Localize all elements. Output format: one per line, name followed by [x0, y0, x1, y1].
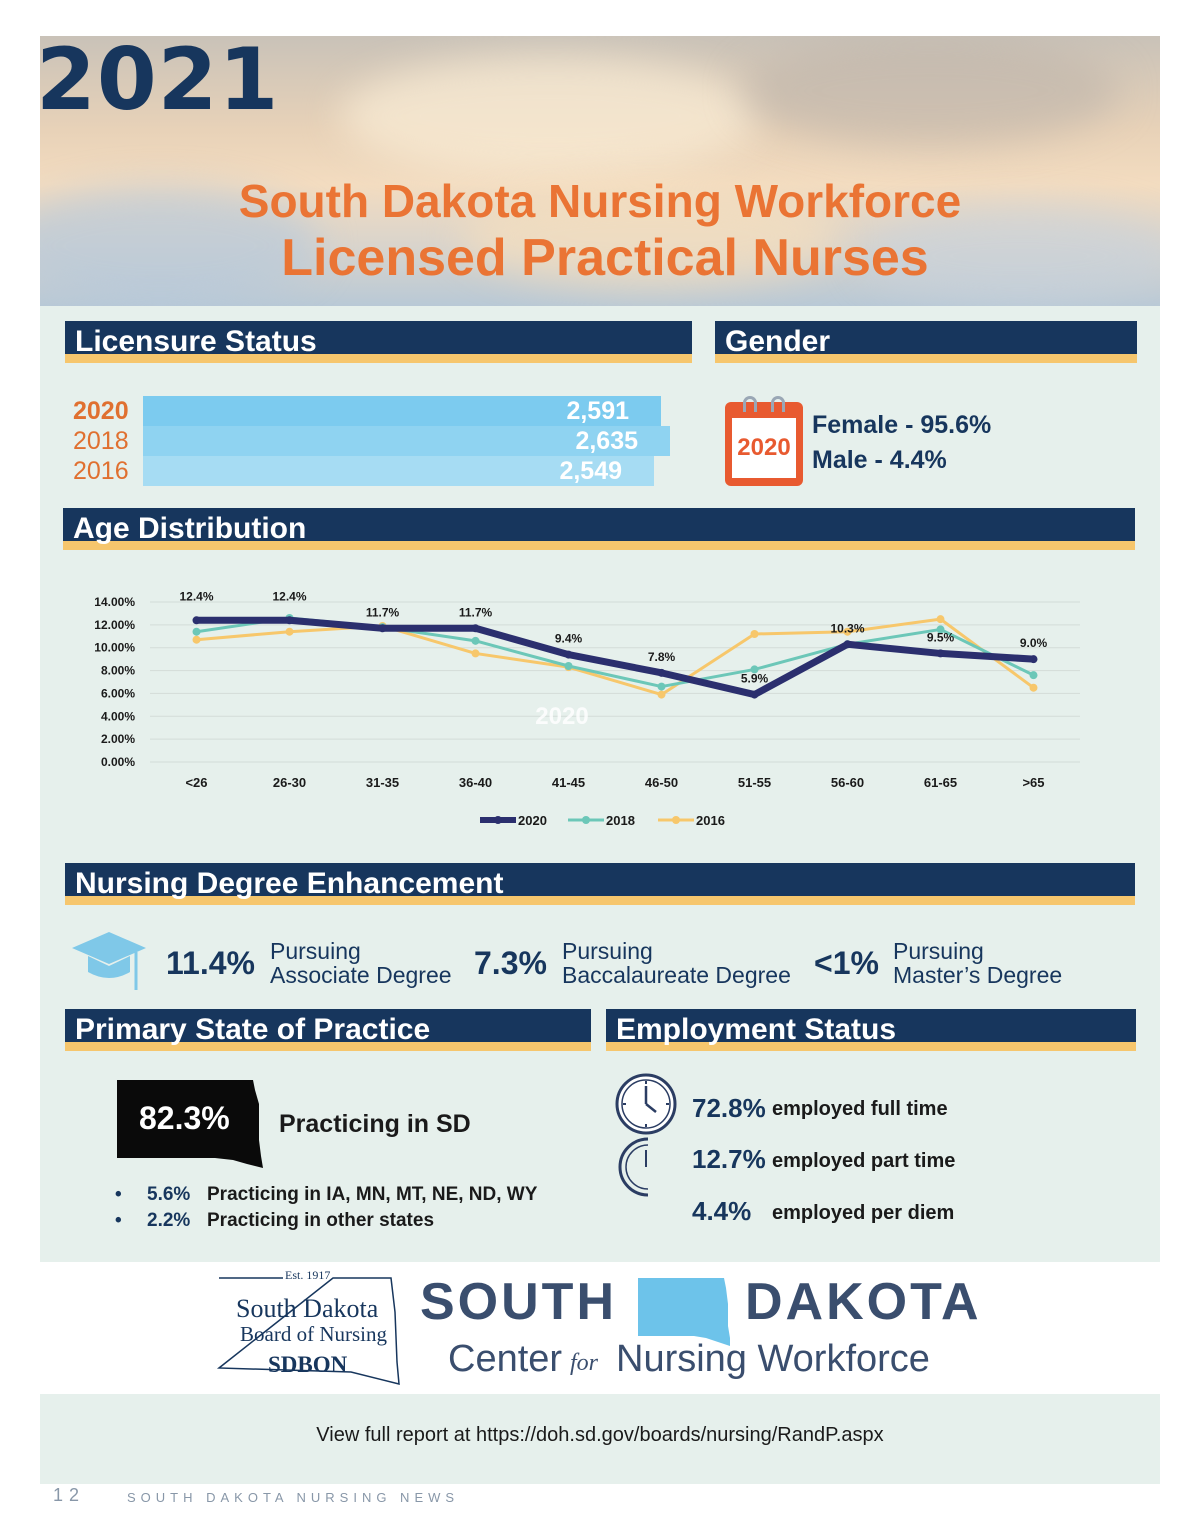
degree-baccalaureate-line2: Baccalaureate Degree [562, 962, 791, 988]
data-label: 9.0% [1019, 636, 1048, 651]
data-point-2018 [1030, 671, 1038, 679]
data-point-2020 [472, 624, 480, 632]
degree-masters-label [893, 939, 1062, 987]
legend-label-2016: 2016 [696, 813, 725, 828]
gender-male: Male - 4.4% [812, 446, 947, 474]
licensure-bar-2018: 2,635 [143, 426, 670, 456]
degree-associate-line2: Associate Degree [270, 962, 452, 988]
calendar-year: 2020 [732, 418, 796, 478]
practice-bullet-2-pct: 2.2% [147, 1210, 191, 1231]
practice-heading: Primary State of Practice [65, 1009, 591, 1051]
y-tick-label: 6.00% [100, 686, 135, 701]
data-point-2018 [193, 628, 201, 636]
practice-sd-pct: 82.3% [139, 1100, 230, 1136]
data-label: 10.3% [830, 621, 865, 636]
data-point-2018 [658, 683, 666, 691]
x-tick-label: >65 [1022, 775, 1045, 790]
sdbon-name-line3: SDBON [268, 1352, 348, 1377]
report-title: South Dakota Nursing Workforce [238, 175, 962, 227]
legend-marker-2020 [494, 816, 502, 824]
degree-associate-pct: 11.4% [166, 945, 255, 981]
licensure-year-2016: 2016 [73, 457, 129, 485]
x-tick-label: 51-55 [737, 775, 772, 790]
data-point-2020 [565, 651, 573, 659]
gender-heading: Gender [715, 321, 1137, 363]
data-point-2016 [937, 615, 945, 623]
data-point-2020 [937, 649, 945, 657]
degree-masters-line2: Master’s Degree [893, 962, 1063, 988]
employment-diem-pct: 4.4% [692, 1196, 752, 1226]
x-tick-label: 46-50 [644, 775, 679, 790]
x-tick-label: 56-60 [830, 775, 865, 790]
clock-half-icon [614, 1136, 654, 1198]
data-point-2020 [286, 616, 294, 624]
clock-full-icon [614, 1072, 678, 1136]
x-tick-label: 61-65 [923, 775, 958, 790]
employment-diem-label: employed per diem [772, 1202, 955, 1224]
gender-female: Female - 95.6% [812, 411, 992, 439]
cnw-logo-south: SOUTH [420, 1273, 617, 1331]
graduation-cap-icon [70, 928, 148, 994]
x-tick-label: 31-35 [365, 775, 400, 790]
degree-associate-line1: Pursuing [270, 938, 361, 964]
cnw-logo-dakota: DAKOTA [745, 1273, 982, 1331]
x-tick-label: 41-45 [551, 775, 586, 790]
practice-bullet-1-pct: 5.6% [147, 1184, 191, 1205]
data-point-2020 [1030, 655, 1038, 663]
employment-part-pct: 12.7% [692, 1144, 766, 1174]
chart-watermark: 2020 [535, 703, 589, 730]
data-point-2016 [658, 691, 666, 699]
data-point-2016 [751, 630, 759, 638]
x-tick-label: 26-30 [272, 775, 307, 790]
degree-associate-label [270, 939, 452, 987]
report-year: 2021 [36, 30, 280, 130]
data-label: 12.4% [272, 589, 307, 604]
practice-bullet-1: • 5.6% Practicing in IA, MN, MT, NE, ND, WY [115, 1184, 538, 1205]
data-point-2020 [193, 616, 201, 624]
employment-full-pct: 72.8% [692, 1093, 766, 1123]
cnw-logo-for: for [570, 1350, 599, 1376]
data-point-2020 [844, 640, 852, 648]
cnw-logo-nursing-workforce: Nursing Workforce [616, 1338, 930, 1380]
data-label: 5.9% [740, 671, 769, 686]
calendar-icon [725, 402, 803, 486]
y-tick-label: 10.00% [94, 640, 135, 655]
degree-masters-line1: Pursuing [893, 938, 984, 964]
series-line-2016 [197, 619, 1034, 694]
data-point-2020 [379, 624, 387, 632]
page-number: 12 [53, 1485, 86, 1505]
series-line-2020 [197, 620, 1034, 694]
employment-heading: Employment Status [606, 1009, 1136, 1051]
data-label: 9.4% [554, 631, 583, 646]
y-tick-label: 2.00% [100, 732, 135, 747]
y-tick-label: 14.00% [94, 595, 135, 609]
data-point-2016 [286, 628, 294, 636]
data-point-2020 [751, 691, 759, 699]
sdbon-est: Est. 1917 [285, 1268, 331, 1282]
data-point-2020 [658, 669, 666, 677]
x-tick-label: 36-40 [458, 775, 493, 790]
y-tick-label: 12.00% [94, 617, 135, 632]
full-report-link[interactable]: View full report at https://doh.sd.gov/boards/nursing/RandP.aspx [316, 1424, 884, 1446]
employment-part-label: employed part time [772, 1150, 956, 1172]
sdbon-name-line1: South Dakota [236, 1294, 379, 1323]
legend-label-2020: 2020 [518, 813, 547, 828]
sdbon-name-line2: Board of Nursing [240, 1322, 387, 1346]
data-point-2016 [1030, 684, 1038, 692]
degree-heading: Nursing Degree Enhancement [65, 863, 1135, 905]
licensure-years [73, 396, 129, 486]
licensure-bar-2016: 2,549 [143, 456, 654, 486]
data-label: 11.7% [458, 605, 493, 620]
data-point-2018 [565, 662, 573, 670]
footer-band [40, 1394, 1160, 1484]
data-label: 9.5% [926, 630, 955, 645]
legend-marker-2018 [582, 816, 590, 824]
legend-marker-2016 [672, 816, 680, 824]
degree-baccalaureate-label [562, 939, 791, 987]
practice-bullet-2: • 2.2% Practicing in other states [115, 1210, 435, 1231]
data-label: 7.8% [647, 649, 676, 664]
data-point-2016 [193, 636, 201, 644]
legend-label-2018: 2018 [606, 813, 635, 828]
data-label: 12.4% [179, 589, 214, 604]
employment-full-label: employed full time [772, 1098, 948, 1120]
age-distribution-chart [60, 580, 1140, 840]
publication-name: SOUTH DAKOTA NURSING NEWS [127, 1490, 460, 1505]
degree-masters-pct: <1% [814, 945, 879, 981]
practice-bullet-2-text: Practicing in other states [207, 1210, 435, 1231]
degree-baccalaureate-pct: 7.3% [474, 945, 547, 981]
licensure-year-2018: 2018 [73, 427, 129, 455]
licensure-year-2020: 2020 [73, 397, 129, 425]
y-tick-label: 0.00% [100, 755, 135, 769]
data-label: 11.7% [365, 605, 400, 620]
y-tick-label: 8.00% [100, 663, 135, 678]
cnw-logo-center: Center [448, 1338, 563, 1380]
age-heading: Age Distribution [63, 508, 1135, 550]
practice-sd-label: Practicing in SD [279, 1110, 471, 1138]
degree-baccalaureate-line1: Pursuing [562, 938, 653, 964]
y-tick-label: 4.00% [100, 709, 135, 724]
x-tick-label: <26 [185, 775, 208, 790]
licensure-heading: Licensure Status [65, 321, 692, 363]
data-point-2016 [472, 649, 480, 657]
practice-bullet-1-text: Practicing in IA, MN, MT, NE, ND, WY [207, 1184, 538, 1205]
licensure-bar-2020: 2,591 [143, 396, 661, 426]
data-point-2018 [472, 637, 480, 645]
report-subtitle: Licensed Practical Nurses [281, 229, 929, 287]
